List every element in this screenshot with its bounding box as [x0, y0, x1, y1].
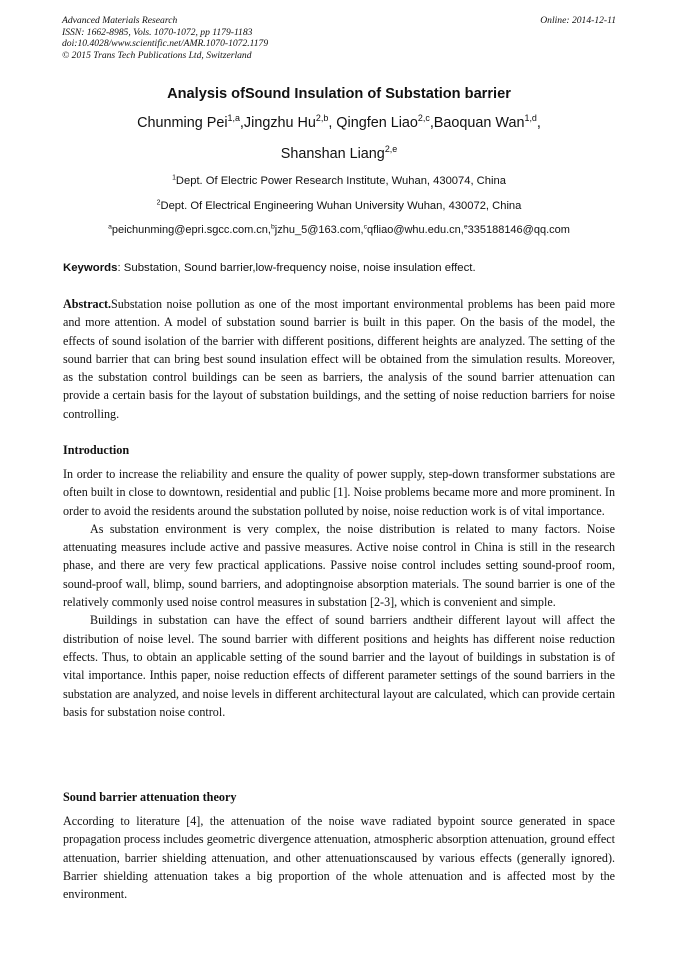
journal-name: Advanced Materials Research [62, 15, 178, 26]
introduction-body [63, 465, 615, 721]
section-heading-theory: Sound barrier attenuation theory [63, 790, 237, 804]
author-affil-mark: 1,a [227, 113, 240, 124]
keywords-label: Keywords [63, 262, 118, 274]
email-mark: a [108, 223, 112, 231]
journal-header [62, 15, 268, 61]
abstract-label: Abstract. [63, 297, 112, 311]
author-affil-mark: 2,b [315, 113, 329, 124]
theory-body [63, 812, 615, 903]
email-mark: e [463, 223, 468, 231]
email-link[interactable]: jzhu_5@163.com, [274, 224, 364, 236]
author-separator: , [536, 115, 541, 131]
author-affil-mark: 2,c [417, 113, 430, 124]
author-name: Shanshan Liang [280, 146, 385, 162]
author-name: Chunming Pei [137, 115, 228, 131]
author-name: ,Jingzhu Hu [239, 115, 316, 131]
email-mark: c [363, 223, 368, 231]
abstract-text: Substation noise pollution as one of the most important environmental problems has been paid more and more attention. A model of substation sound barrier is built in this paper. On the basis of the model, the effects of sound isolation of the barrier with different positions, different heights are analyzed. The setting of the sound barrier that can bring best sound insulation effect will be obtained from the simulation results. Moreover, as the substation control buildings can be seen as barriers, the analysis of the sound barrier attenuation can provide a certain basis for the layout of substation buildings, and the setting of noise reduction barriers for noise controlling. [63, 297, 615, 421]
paragraph: In order to increase the reliability and ensure the quality of power supply, step-down transformer substations are often built in close to downtown, residential and public [1]. Noise problems became more and more prominent. In order to avoid the residents around the substation polluted by noise, noise reduction work is of vital importance. [63, 467, 615, 518]
author-line-1 [0, 115, 678, 131]
paper-title: Analysis ofSound Insulation of Substation barrier [167, 86, 511, 102]
author-emails [0, 224, 678, 236]
author-affil-mark: 1,d [524, 113, 537, 124]
email-link[interactable]: 335188146@qq.com [467, 224, 570, 236]
paragraph: According to literature [4], the attenuation of the noise wave radiated bypoint source generated in space propagation process includes geometric divergence attenuation, atmospheric absorption attenuation, ground effect attenuation, barrier shielding attenuation, and other attenuationscaused by various effects (generally ignored). Barrier shielding attenuation takes a big proportion of the whole attenuation and is affected most by the environment. [63, 814, 615, 902]
keywords-text: : Substation, Sound barrier,low-frequency noise, noise insulation effect. [117, 262, 476, 274]
author-name: ,Baoquan Wan [429, 115, 525, 131]
online-date: Online: 2014-12-11 [540, 15, 616, 26]
email-mark: b [270, 223, 275, 231]
affil-text: Dept. Of Electrical Engineering Wuhan University Wuhan, 430072, China [160, 200, 522, 212]
email-link[interactable]: qfliao@whu.edu.cn, [367, 224, 464, 236]
doi-line: doi:10.4028/www.scientific.net/AMR.1070-1072.1179 [62, 38, 269, 50]
affiliation-1 [0, 175, 678, 187]
paragraph: Buildings in substation can have the effect of sound barriers andtheir different layout will affect the distribution of noise level. The sound barrier with different positions and heights has different noise reduction effects. Thus, to obtain an applicable setting of the sound barrier and the layout of buildings in substation is of vital importance. Inthis paper, noise reduction effects of different parameter settings of the sound barriers in the substation are analyzed, and noise levels in different architectural layout are calculated, which can provide certain basis for substation noise control. [63, 613, 615, 719]
abstract [63, 295, 615, 423]
copyright-line: © 2015 Trans Tech Publications Ltd, Switzerland [62, 49, 252, 61]
paragraph: As substation environment is very complex, the noise distribution is related to many factors. Noise attenuating measures include active and passive measures. Active noise control in China is still in the research phase, and there are very few practical applications. Passive noise control includes setting sound-proof room, sound-proof wall, blimp, sound barriers, and adoptingnoise absorption materials. The sound barrier is one of the relatively commonly used noise control measures in substation [2-3], which is convenient and simple. [63, 521, 615, 610]
author-name: , Qingfen Liao [328, 115, 418, 131]
affil-mark: 1 [172, 174, 176, 182]
affil-text: Dept. Of Electric Power Research Institute, Wuhan, 430074, China [175, 175, 506, 187]
affiliation-2 [0, 200, 678, 212]
issn-line: ISSN: 1662-8985, Vols. 1070-1072, pp 1179-1183 [62, 26, 253, 38]
keywords [63, 262, 623, 274]
affil-mark: 2 [156, 199, 161, 207]
email-link[interactable]: peichunming@epri.sgcc.com.cn, [111, 224, 271, 236]
author-affil-mark: 2,e [384, 144, 398, 155]
section-heading-introduction: Introduction [63, 443, 130, 457]
author-line-2 [0, 146, 678, 162]
